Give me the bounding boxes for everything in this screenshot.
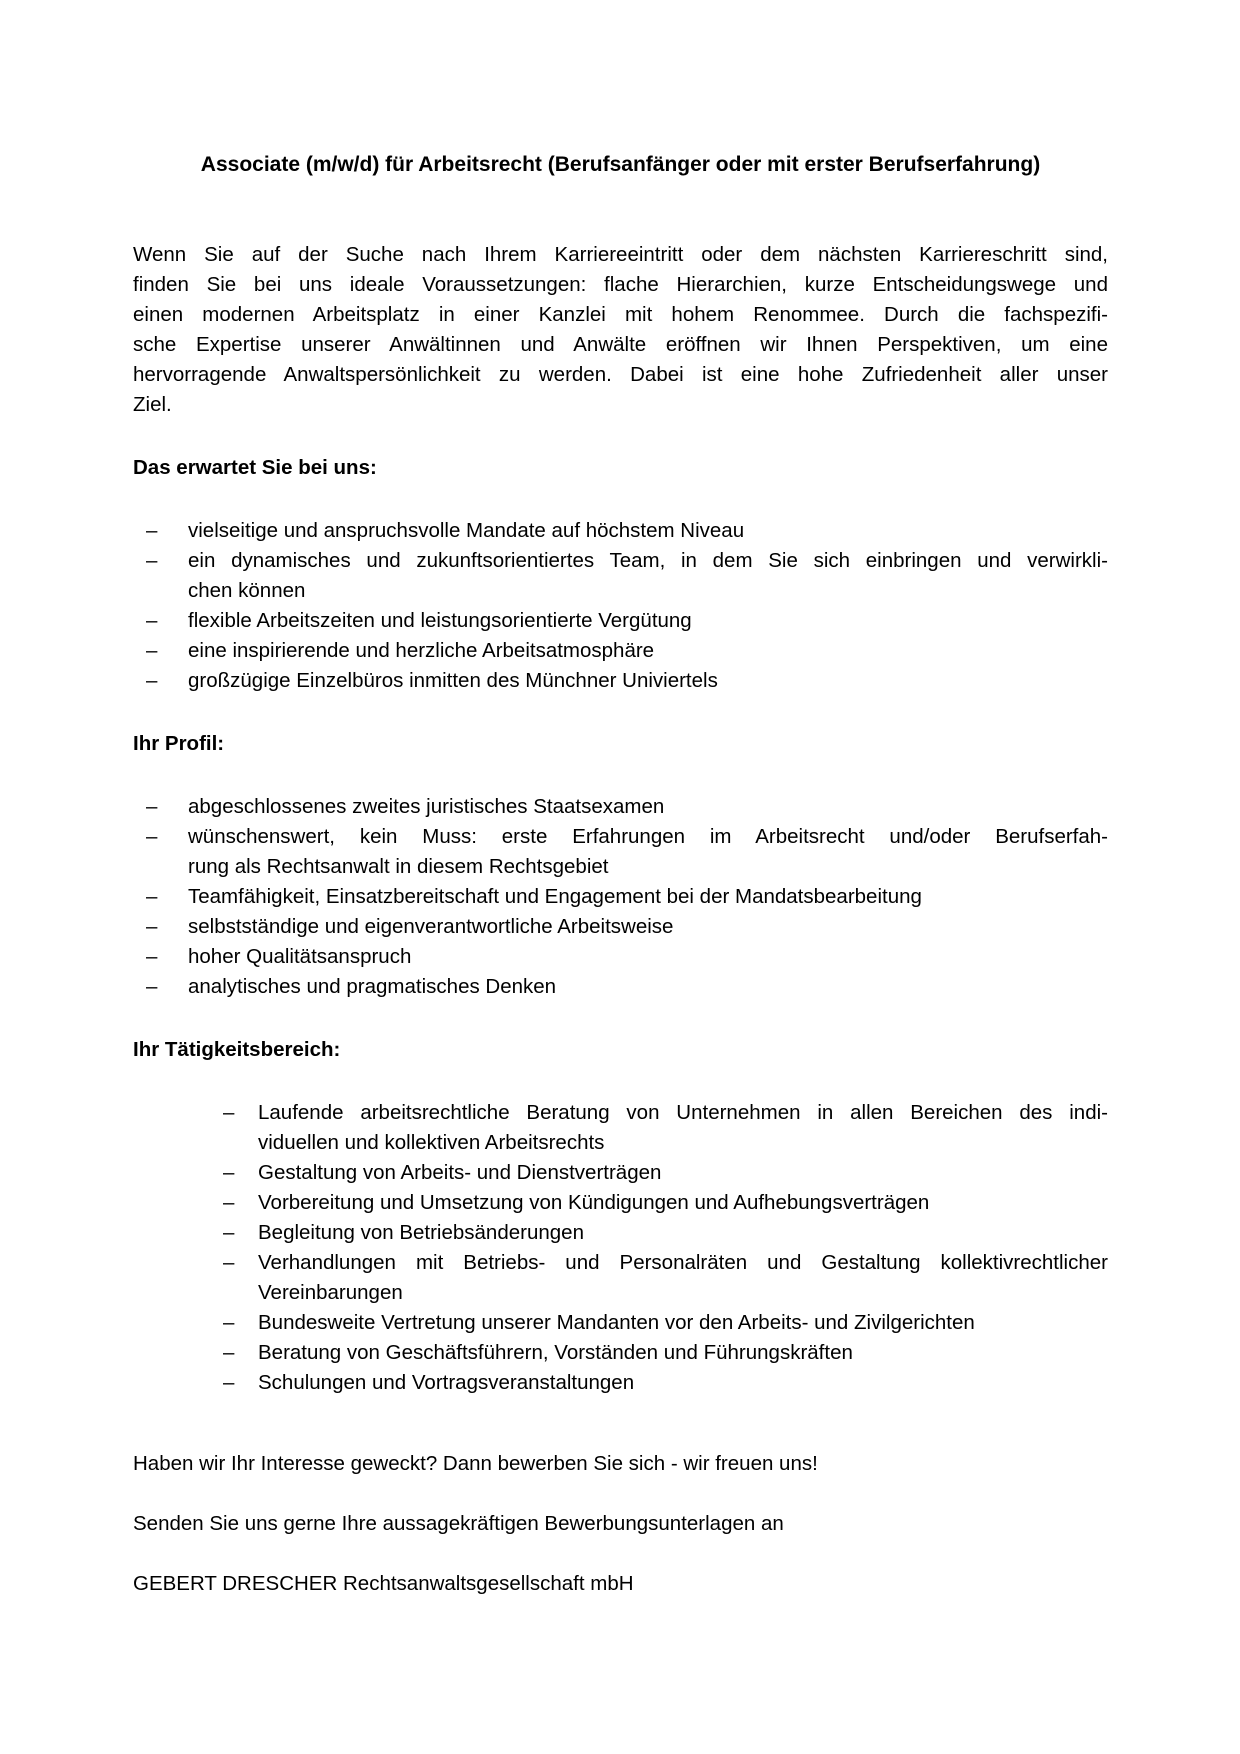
job-title: Associate (m/w/d) für Arbeitsrecht (Berufsanfänger oder mit erster Berufserfahrung): [200, 153, 1041, 176]
list-item-line: Beratung von Geschäftsführern, Vorständen und Führungskräften: [258, 1341, 853, 1364]
list-item: [133, 606, 1108, 636]
dash-bullet: –: [146, 795, 158, 818]
list-item-line: Vorbereitung und Umsetzung von Kündigungen und Aufhebungsverträgen: [258, 1191, 930, 1214]
list-item-line: Vereinbarungen: [258, 1281, 403, 1304]
dash-bullet: –: [223, 1251, 235, 1274]
dash-bullet: –: [146, 825, 158, 848]
bullet-list: [133, 792, 1108, 1002]
list-item-line: eine inspirierende und herzliche Arbeitsatmosphäre: [188, 639, 655, 662]
list-item-line: Begleitung von Betriebsänderungen: [258, 1221, 584, 1244]
list-item-line: flexible Arbeitszeiten und leistungsorientierte Vergütung: [188, 609, 692, 632]
list-item-line: abgeschlossenes zweites juristisches Staatsexamen: [188, 795, 665, 818]
list-item-line: Verhandlungen mit Betriebs- und Personalräten und Gestaltung kollektivrechtlicher: [258, 1251, 1108, 1274]
closing-block: [133, 1449, 1108, 1599]
dash-bullet: –: [146, 549, 158, 572]
list-item-line: wünschenswert, kein Muss: erste Erfahrungen im Arbeitsrecht und/oder Berufserfah-: [188, 825, 1108, 848]
list-item-line: großzügige Einzelbüros inmitten des Münchner Univiertels: [188, 669, 718, 692]
intro-line: sche Expertise unserer Anwältinnen und Anwälte eröffnen wir Ihnen Perspektiven, um eine: [133, 333, 1108, 356]
dash-bullet: –: [146, 609, 158, 632]
list-item: [133, 1218, 1108, 1248]
dash-bullet: –: [223, 1101, 235, 1124]
section-heading: Ihr Tätigkeitsbereich:: [133, 1038, 341, 1061]
list-item: [133, 822, 1108, 882]
list-item: [133, 636, 1108, 666]
list-item: [133, 546, 1108, 606]
list-item: [133, 1188, 1108, 1218]
list-item-line: analytisches und pragmatisches Denken: [188, 975, 557, 998]
bullet-list: [133, 1098, 1108, 1398]
list-item: [133, 666, 1108, 696]
list-item-line: chen können: [188, 579, 306, 602]
list-item: [133, 1368, 1108, 1398]
list-item-line: ein dynamisches und zukunftsorientiertes Team, in dem Sie sich einbringen und verwirkli-: [188, 549, 1108, 572]
intro-line: Ziel.: [133, 393, 172, 416]
dash-bullet: –: [146, 975, 158, 998]
list-item-line: selbstständige und eigenverantwortliche Arbeitsweise: [188, 915, 674, 938]
closing-company-line: GEBERT DRESCHER Rechtsanwaltsgesellschaft mbH: [133, 1572, 634, 1595]
list-item: [133, 972, 1108, 1002]
dash-bullet: –: [146, 945, 158, 968]
dash-bullet: –: [146, 915, 158, 938]
list-item-line: Teamfähigkeit, Einsatzbereitschaft und Engagement bei der Mandatsbearbeitung: [188, 885, 922, 908]
dash-bullet: –: [223, 1191, 235, 1214]
dash-bullet: –: [146, 519, 158, 542]
intro-line: Wenn Sie auf der Suche nach Ihrem Karriereeintritt oder dem nächsten Karriereschritt sind,: [133, 243, 1108, 266]
list-item: [133, 1248, 1108, 1308]
intro-line: einen modernen Arbeitsplatz in einer Kanzlei mit hohem Renommee. Durch die fachspezifi-: [133, 303, 1108, 326]
bullet-list: [133, 516, 1108, 696]
dash-bullet: –: [146, 885, 158, 908]
closing-send-line: Senden Sie uns gerne Ihre aussagekräftigen Bewerbungsunterlagen an: [133, 1512, 784, 1535]
list-item-line: hoher Qualitätsanspruch: [188, 945, 412, 968]
closing-interest-line: Haben wir Ihr Interesse geweckt? Dann bewerben Sie sich - wir freuen uns!: [133, 1452, 818, 1475]
list-item: [133, 1308, 1108, 1338]
list-item-line: Laufende arbeitsrechtliche Beratung von Unternehmen in allen Bereichen des indi-: [258, 1101, 1108, 1124]
list-item-line: Gestaltung von Arbeits- und Dienstverträgen: [258, 1161, 662, 1184]
section-heading: Das erwartet Sie bei uns:: [133, 456, 377, 479]
dash-bullet: –: [223, 1221, 235, 1244]
dash-bullet: –: [223, 1341, 235, 1364]
list-item-line: Schulungen und Vortragsveranstaltungen: [258, 1371, 635, 1394]
list-item: [133, 516, 1108, 546]
intro-line: finden Sie bei uns ideale Voraussetzungen: flache Hierarchien, kurze Entscheidungswege und: [133, 273, 1108, 296]
section: [133, 729, 1108, 1002]
list-item-line: rung als Rechtsanwalt in diesem Rechtsgebiet: [188, 855, 609, 878]
dash-bullet: –: [223, 1311, 235, 1334]
list-item: [133, 1158, 1108, 1188]
list-item-line: vielseitige und anspruchsvolle Mandate auf höchstem Niveau: [188, 519, 745, 542]
intro-line: hervorragende Anwaltspersönlichkeit zu werden. Dabei ist eine hohe Zufriedenheit aller unser: [133, 363, 1108, 386]
list-item: [133, 1338, 1108, 1368]
section: [133, 1035, 1108, 1398]
list-item: [133, 942, 1108, 972]
dash-bullet: –: [146, 669, 158, 692]
dash-bullet: –: [223, 1371, 235, 1394]
list-item: [133, 792, 1108, 822]
list-item: [133, 912, 1108, 942]
list-item: [133, 882, 1108, 912]
sections-container: [133, 453, 1108, 1398]
list-item: [133, 1098, 1108, 1158]
dash-bullet: –: [223, 1161, 235, 1184]
section-heading: Ihr Profil:: [133, 732, 225, 755]
list-item-line: viduellen und kollektiven Arbeitsrechts: [258, 1131, 605, 1154]
intro-paragraph: [133, 240, 1108, 420]
dash-bullet: –: [146, 639, 158, 662]
section: [133, 453, 1108, 696]
list-item-line: Bundesweite Vertretung unserer Mandanten vor den Arbeits- und Zivilgerichten: [258, 1311, 975, 1334]
